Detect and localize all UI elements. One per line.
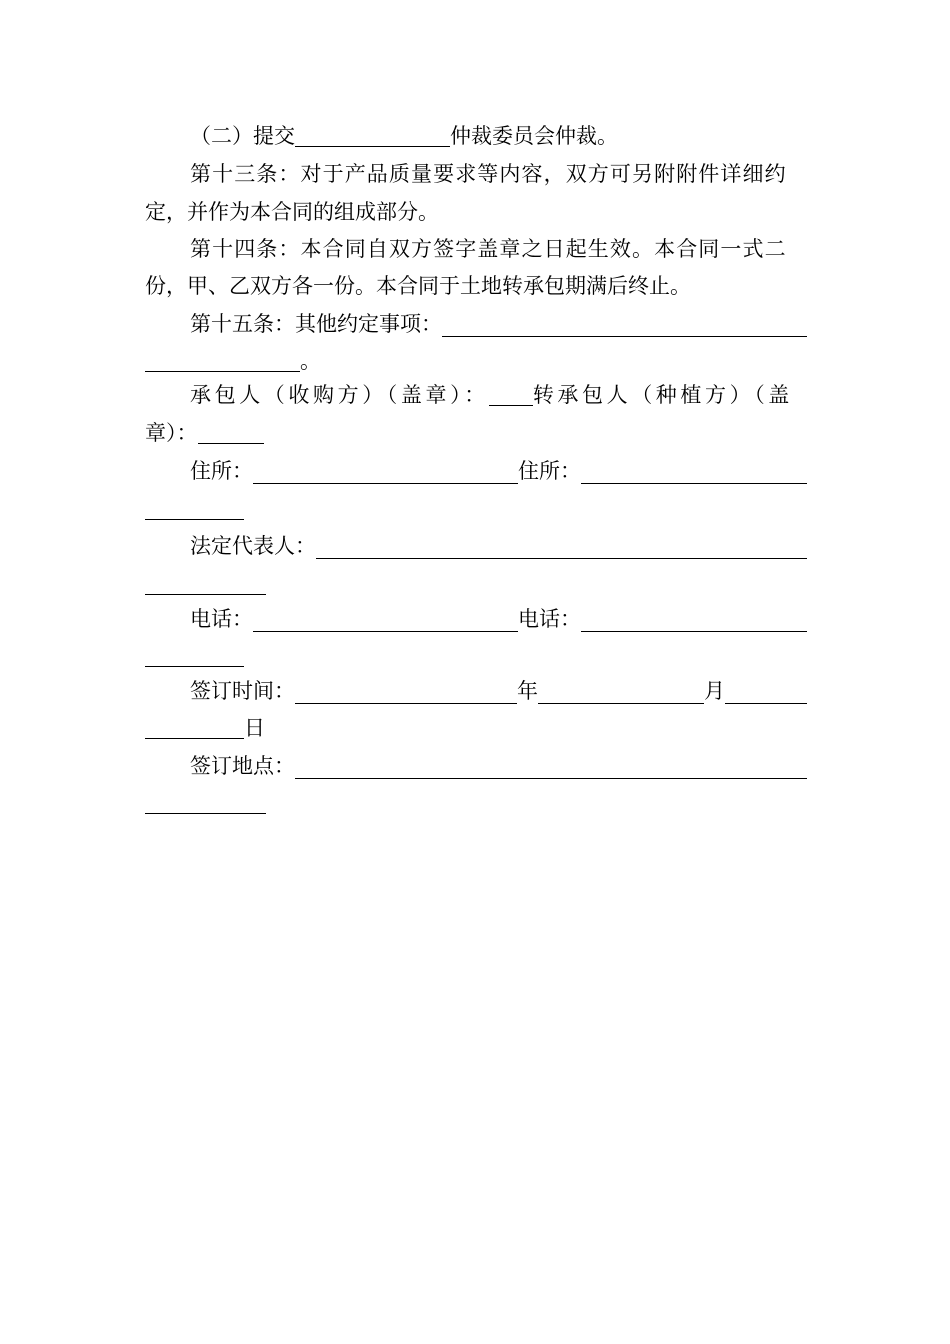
article-15-line-1 (145, 305, 807, 343)
day-blank[interactable] (725, 679, 807, 704)
phone-label-b: 电话： (518, 607, 581, 631)
phone-b-blank[interactable] (581, 607, 807, 632)
article-13-line-2: 定，并作为本合同的组成部分。 (145, 200, 439, 224)
article-14-line-1: 第十四条：本合同自双方签字盖章之日起生效。本合同一式二 (190, 237, 787, 261)
sign-time-line-cont (145, 709, 807, 747)
article-13-line-1: 第十三条：对于产品质量要求等内容，双方可另附附件详细约 (190, 162, 787, 186)
legal-rep-blank[interactable] (316, 534, 807, 559)
other-terms-blank[interactable] (442, 312, 807, 337)
address-line (145, 452, 807, 490)
arbitration-clause (145, 117, 807, 155)
parties-line-1 (145, 376, 807, 414)
day-blank-cont[interactable] (145, 714, 244, 739)
address-label-b: 住所： (518, 459, 581, 483)
sign-place-line-cont (145, 784, 807, 822)
legal-rep-line-cont (145, 565, 807, 603)
phone-label-a: 电话： (190, 607, 253, 631)
legal-rep-blank-cont[interactable] (145, 570, 266, 595)
parties-line-2 (145, 414, 807, 452)
article-15-end: 。 (300, 349, 321, 373)
address-a-blank[interactable] (253, 459, 518, 484)
article-14-line-2: 份，甲、乙双方各一份。本合同于土地转承包期满后终止。 (145, 274, 691, 298)
arbitration-suffix: 仲裁委员会仲裁。 (450, 124, 618, 148)
address-line-cont (145, 490, 807, 528)
year-label: 年 (517, 679, 538, 703)
sign-place-label: 签订地点： (190, 754, 295, 778)
party-a-label: 承包人（收购方）（盖章）： (190, 383, 489, 407)
phone-line-cont (145, 637, 807, 675)
legal-rep-line (145, 527, 807, 565)
party-b-label-cont: 章）： (145, 421, 198, 445)
sign-place-line (145, 747, 807, 785)
address-b-blank-cont[interactable] (145, 495, 244, 520)
month-blank[interactable] (538, 679, 704, 704)
other-terms-blank-cont[interactable] (145, 347, 300, 372)
arbitration-prefix: （二）提交 (190, 124, 295, 148)
year-blank[interactable] (295, 679, 517, 704)
party-b-label: 转承包人（种植方）（盖 (532, 383, 793, 407)
arbitration-committee-blank[interactable] (295, 122, 450, 147)
sign-time-line (145, 672, 807, 710)
month-label: 月 (704, 679, 725, 703)
article-15-line-2 (145, 342, 807, 380)
legal-rep-label: 法定代表人： (190, 534, 316, 558)
phone-b-blank-cont[interactable] (145, 642, 244, 667)
article-15-label: 第十五条：其他约定事项： (190, 312, 442, 336)
phone-a-blank[interactable] (253, 607, 518, 632)
address-b-blank[interactable] (581, 459, 807, 484)
sign-time-label: 签订时间： (190, 679, 295, 703)
sign-place-blank-cont[interactable] (145, 789, 266, 814)
party-a-seal-blank[interactable] (489, 381, 533, 406)
address-label-a: 住所： (190, 459, 253, 483)
day-label: 日 (244, 716, 265, 740)
party-b-seal-blank[interactable] (198, 419, 264, 444)
sign-place-blank[interactable] (295, 754, 807, 779)
phone-line (145, 600, 807, 638)
